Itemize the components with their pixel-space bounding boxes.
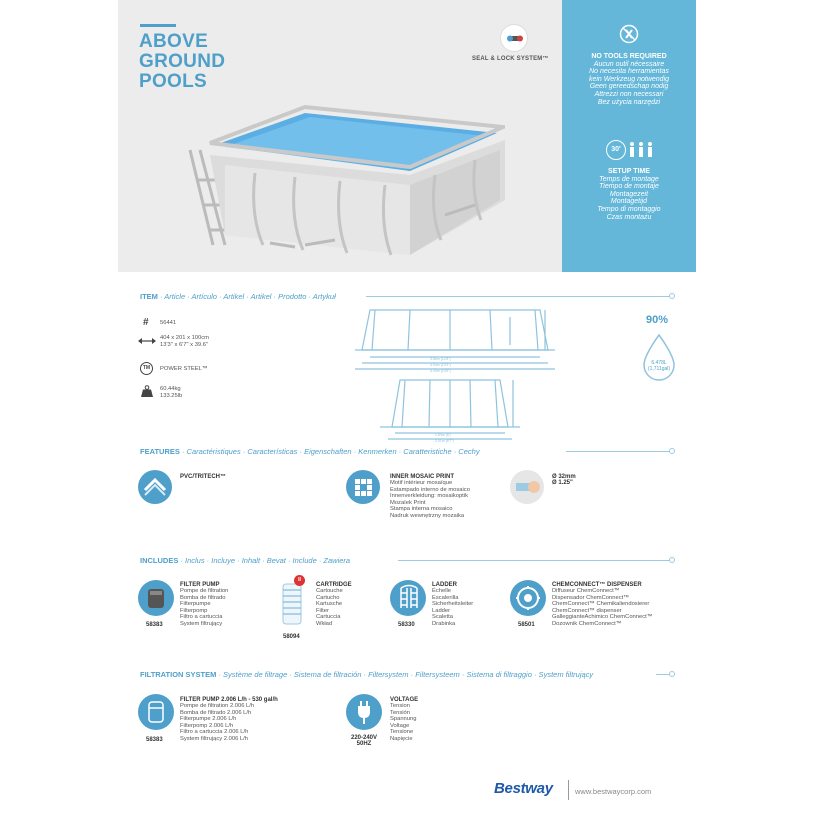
item-weight: 60.44kg 133.25lb [160,386,183,399]
filtration-section-header: FILTRATION SYSTEM · Système de filtrage · Sistema de filtración · Filtersystem · Filtersysteem · Sistema di filtraggio · System filtrujący [140,670,594,679]
weight-icon [141,385,153,397]
chemconnect-text: CHEMCONNECT™ DISPENSER Diffuseur ChemConnect™ Dispensador ChemConnect™ ChemConnect™ Chemikaliendosierer ChemConnect™ dispenser GalleggianteAchimico ChemConnect™ Dozownik ChemConnect™ [552,582,653,627]
hero-title: ABOVE GROUND POOLS [139,31,226,92]
fill-percent: 90% [646,314,669,326]
footer-separator [568,780,569,800]
hash-icon: # [143,317,149,328]
includes-section-header: INCLUDES · Inclus · Incluye · Inhalt · Bevat · Include · Zawiera [140,556,351,565]
no-tools-icon [619,24,639,44]
item-number: 56441 [160,320,177,326]
hero-title-bar [140,24,176,27]
mosaic-print-text: INNER MOSAIC PRINT Motif intérieur mosaïque Estampado interno de mosaico Innenverkleidung: mosaikoptik Mozaïek Print Stampa interna mosaico Nadruk wewnętrzny mozaika [390,474,470,519]
item-section-header: ITEM · Article · Artículo · Artikel · Artikel · Prodotto · Artykuł [140,292,336,301]
voltage-plug-icon [346,694,382,730]
pipe-size: Ø 32mm Ø 1.25" [552,474,576,486]
filter-pump-icon [138,580,174,616]
ladder-text: LADDER Échelle Escalerilla Sicherheitsleiter Ladder Scaletta Drabinka [432,582,474,627]
filter-pump-text: FILTER PUMP Pompe de filtration Bomba de filtrado Filterpumpe Filterpomp Filtro a cartuccia System filtrujący [180,582,229,627]
bestway-logo: Bestway [494,780,553,797]
features-section-header: FEATURES · Caractéristiques · Características · Eigenschaften · Kenmerken · Caratteristiche · Cechy [140,447,480,456]
filtration-divider [656,674,670,675]
cartridge-icon [280,580,304,628]
water-drop-icon [640,333,678,383]
mosaic-print-icon [346,470,380,504]
pvc-tritech-label: PVC/TRITECH™ [180,474,227,480]
filter-pump-code: 58383 [146,622,163,628]
item-divider-dot [669,293,675,299]
svg-text:3.86m (12'8"): 3.86m (12'8") [430,357,451,361]
chemconnect-dispenser-icon [510,580,546,616]
setup-time-icon: 30' [606,140,654,162]
includes-divider [398,560,670,561]
seal-lock-label: SEAL & LOCK SYSTEM™ [472,56,549,62]
pool-illustration [185,95,505,265]
includes-divider-dot [669,557,675,563]
features-divider [566,451,670,452]
ladder-code: 58330 [398,622,415,628]
pipe-connector-icon [510,470,544,504]
seal-lock-icon [500,24,528,52]
trademark-icon: TM [140,362,153,375]
voltage-text: VOLTAGE Tension Tensión Spannung Voltage Tensione Napięcie [390,697,419,742]
item-dimensions: 404 x 201 x 100cm 13'3" x 6'7" x 39.6" [160,335,209,348]
features-divider-dot [669,448,675,454]
no-tools-text: NO TOOLS REQUIRED Aucun outil nécessaire No necesita herramientas kein Werkzeug notwendig Geen gereedschap nodig Attrezzi non necessari Bez użycia narzędzi [588,53,670,106]
setup-time-text: SETUP TIME Temps de montage Tiempo de montaje Montagezeit Montagetijd Tempo di montaggio Czas montażu [597,168,661,221]
people-icon [628,141,654,159]
capacity: 6.478L (1,711gal) [647,360,671,372]
voltage-value: 220-240V 50HZ [350,735,378,747]
hero-info-panel [562,0,696,272]
filtration-pump-icon [138,694,174,730]
item-frame: POWER STEEL™ [160,366,208,372]
website-link[interactable]: www.bestwaycorp.com [575,787,652,796]
dimension-diagram [350,305,560,443]
dimensions-arrow-icon [138,337,156,345]
cartridge-count-badge: II [294,575,305,586]
svg-text:4.04m (13'3"): 4.04m (13'3") [430,363,451,367]
svg-text:1.83m (6'): 1.83m (6') [435,433,451,437]
filtration-pump-code: 58383 [146,737,163,743]
filtration-divider-dot [669,671,675,677]
cartridge-code: 58094 [283,634,300,640]
svg-text:4.40m (14'5"): 4.40m (14'5") [430,369,451,373]
chemconnect-code: 58501 [518,622,535,628]
svg-text:2.01m (6'7"): 2.01m (6'7") [435,439,454,443]
pvc-tritech-icon [138,470,172,504]
cartridge-text: CARTRIDGE Cartouche Cartucho Kartusche Filter Cartuccia Wkład [316,582,352,627]
ladder-icon [390,580,426,616]
item-divider [366,296,670,297]
filtration-pump-text: FILTER PUMP 2.006 L/h - 530 gal/h Pompe de filtration 2.006 L/h Bomba de filtrado 2.006 L/h Filterpumpe 2.006 L/h Filterpomp 2.006 L/h Filtro a cartuccia 2.006 L/h System filtrujący 2.006 L/h [180,697,278,742]
